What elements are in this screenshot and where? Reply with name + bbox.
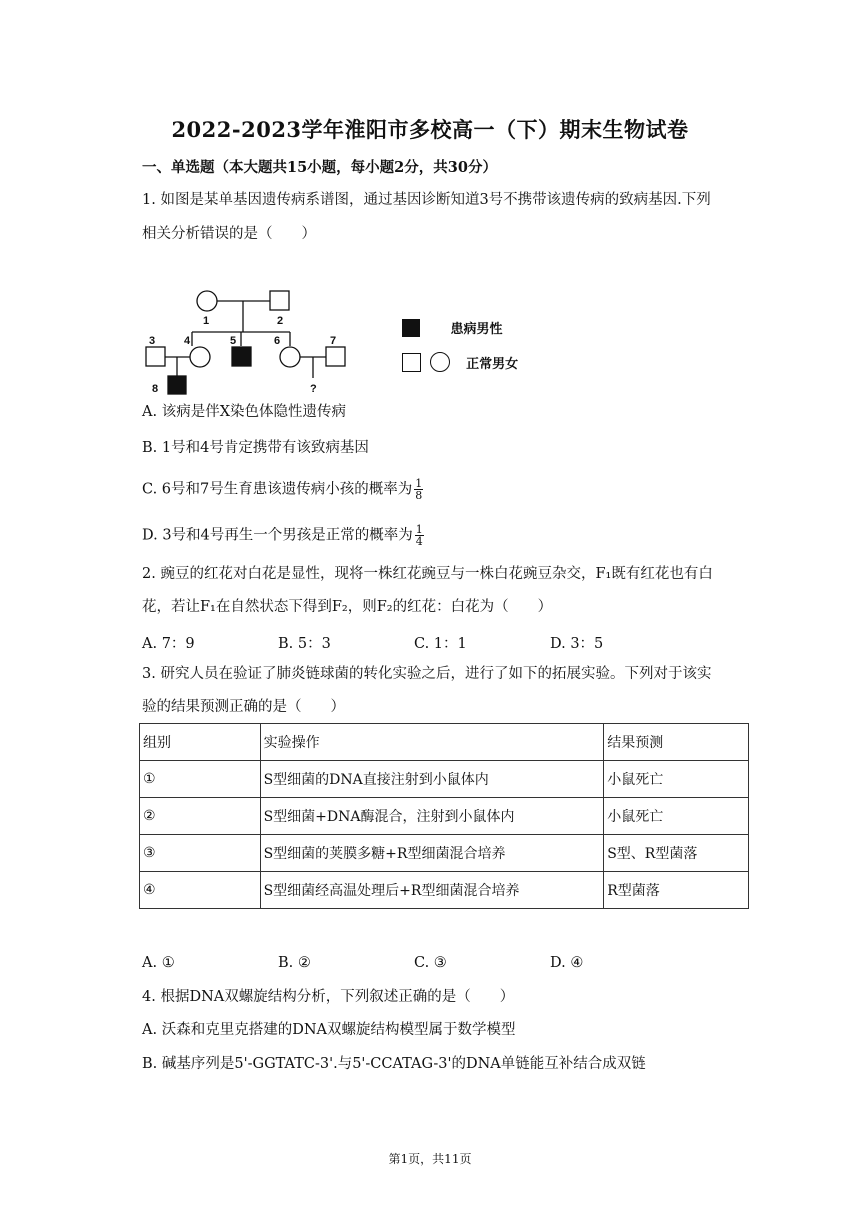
table-row: [140, 872, 749, 909]
pedigree-label-3: 3: [149, 335, 156, 347]
table-cell: ③: [140, 835, 261, 872]
q3-stem-line1: 3. 研究人员在验证了肺炎链球菌的转化实验之后，进行了如下的拓展实验。下列对于该实: [142, 666, 712, 682]
q2-stem-line1: 2. 豌豆的红花对白花是显性，现将一株红花豌豆与一株白花豌豆杂交，F₁既有红花也有白: [142, 566, 713, 582]
table-header-cell: 实验操作: [260, 724, 604, 761]
table-cell: ④: [140, 872, 261, 909]
q1-option-a: A. 该病是伴X染色体隐性遗传病: [142, 404, 347, 420]
q1-option-d-text: D. 3号和4号再生一个男孩是正常的概率为: [142, 527, 413, 544]
table-cell: 小鼠死亡: [604, 798, 749, 835]
pedigree-male-2: [270, 291, 289, 310]
q2-option-a: A. 7：9: [142, 636, 195, 652]
q2-stem-line2: 花，若让F₁在自然状态下得到F₂，则F₂的红花：白花为（ ）: [142, 599, 553, 615]
table-cell: S型、R型菌落: [604, 835, 749, 872]
table-cell: S型细菌的荚膜多糖+R型细菌混合培养: [260, 835, 604, 872]
pedigree-label-1: 1: [203, 315, 210, 327]
page-title: 2022-2023学年淮阳市多校高一（下）期末生物试卷: [171, 117, 689, 142]
pedigree-label-7: 7: [330, 335, 337, 347]
q3-option-d: D. ④: [550, 955, 584, 971]
table-cell: 小鼠死亡: [604, 761, 749, 798]
table-header-row: [140, 724, 749, 761]
table-header-cell: 结果预测: [604, 724, 749, 761]
pedigree-female-1: [197, 291, 217, 311]
q1-option-c-text: C. 6号和7号生育患该遗传病小孩的概率为: [142, 481, 413, 498]
legend-affected: [402, 318, 503, 337]
table-cell: S型细菌+DNA酶混合，注射到小鼠体内: [260, 798, 604, 835]
q3-option-a: A. ①: [142, 955, 175, 971]
q2-option-c: C. 1：1: [414, 636, 467, 652]
pedigree-label-4: 4: [184, 335, 191, 347]
pedigree-male-3: [146, 347, 165, 366]
q2-option-b: B. 5：3: [278, 636, 331, 652]
fraction-one-eighth: $\frac{1}{8}$: [415, 477, 423, 502]
pedigree-label-unknown: ?: [310, 383, 317, 395]
table-cell: R型菌落: [604, 872, 749, 909]
experiment-table: [139, 723, 749, 909]
q1-stem-line2: 相关分析错误的是（ ）: [142, 226, 316, 242]
q4-option-a: A. 沃森和克里克搭建的DNA双螺旋结构模型属于数学模型: [142, 1022, 516, 1038]
legend-affected-square: [402, 319, 420, 337]
q1-option-c: [142, 478, 423, 501]
pedigree-chart: [140, 286, 360, 396]
section-heading: 一、单选题（本大题共15小题，每小题2分，共30分）: [142, 159, 497, 176]
pedigree-female-6: [280, 347, 300, 367]
q3-stem-line2: 验的结果预测正确的是（ ）: [142, 699, 345, 715]
pedigree-label-8: 8: [152, 383, 159, 395]
legend-normal-label: 正常男女: [466, 356, 519, 372]
q3-option-c: C. ③: [414, 955, 447, 971]
pedigree-male-5-affected: [232, 347, 251, 366]
pedigree-label-5: 5: [230, 335, 237, 347]
table-cell: ②: [140, 798, 261, 835]
pedigree-female-4: [190, 347, 210, 367]
page-footer: 第1页，共11页: [388, 1152, 472, 1166]
table-row: [140, 798, 749, 835]
q3-option-b: B. ②: [278, 955, 311, 971]
legend-normal-circle: [430, 352, 450, 372]
q4-option-b: B. 碱基序列是5'-GGTATC-3'.与5'-CCATAG-3'的DNA单链能互补结合成双链: [142, 1056, 646, 1072]
legend-normal: [402, 352, 518, 372]
table-row: [140, 835, 749, 872]
fraction-one-quarter: $\frac{1}{4}$: [415, 523, 423, 548]
table-cell: S型细菌经高温处理后+R型细菌混合培养: [260, 872, 604, 909]
legend-normal-square: [402, 353, 421, 372]
table-cell: ①: [140, 761, 261, 798]
table-header-cell: 组别: [140, 724, 261, 761]
q4-stem: 4. 根据DNA双螺旋结构分析，下列叙述正确的是（ ）: [142, 989, 515, 1005]
q1-stem-line1: 1. 如图是某单基因遗传病系谱图，通过基因诊断知道3号不携带该遗传病的致病基因.下列: [142, 192, 711, 208]
q1-option-b: B. 1号和4号肯定携带有该致病基因: [142, 440, 369, 456]
q2-option-d: D. 3：5: [550, 636, 604, 652]
pedigree-label-6: 6: [274, 335, 281, 347]
legend-affected-label: 患病男性: [450, 322, 503, 337]
table-row: [140, 761, 749, 798]
pedigree-label-2: 2: [277, 315, 284, 327]
q1-option-d: [142, 524, 424, 547]
pedigree-male-8-affected: [168, 376, 186, 394]
table-cell: S型细菌的DNA直接注射到小鼠体内: [260, 761, 604, 798]
pedigree-male-7: [326, 347, 345, 366]
